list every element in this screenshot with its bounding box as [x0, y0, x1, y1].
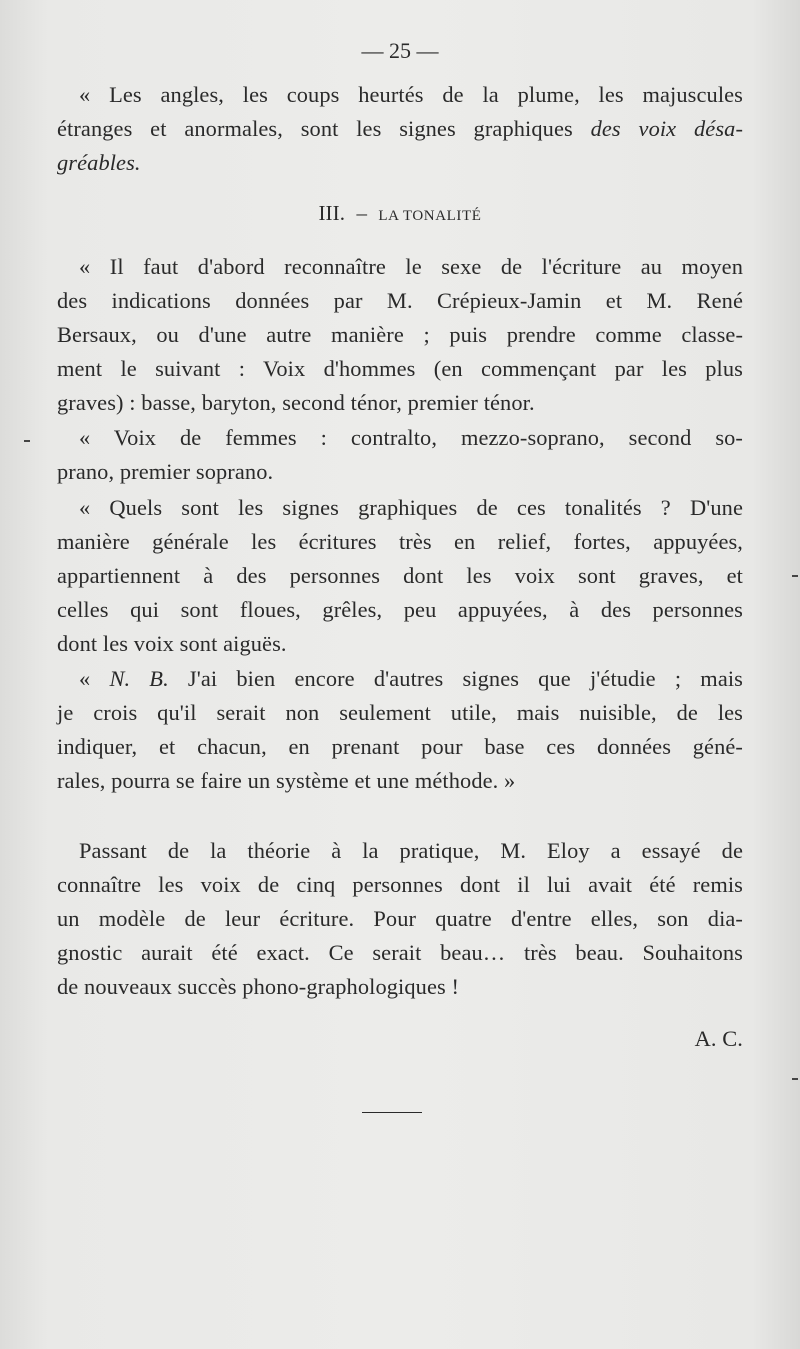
page-number: — 25 —: [361, 38, 439, 63]
section-heading: [57, 196, 743, 233]
text-line: de nouveaux succès phono-graphologiques !: [57, 974, 460, 999]
text-line: manière générale les écritures très en relief, fortes, appuyées,: [57, 529, 743, 554]
text-line: Bersaux, ou d'une autre manière ; puis prendre comme classe-: [57, 322, 743, 347]
text-line: gréables.: [57, 150, 141, 175]
paragraph-4: [57, 491, 743, 661]
text-run: J'ai bien encore d'autres signes que j'étudie ; mais: [168, 666, 743, 691]
text-line: [57, 662, 743, 696]
text-line: gnostic aurait été exact. Ce serait beau… très beau. Souhaitons: [57, 940, 743, 965]
text-line: connaître les voix de cinq personnes dont il lui avait été remis: [57, 872, 743, 897]
text-line: « Les angles, les coups heurtés de la plume, les majuscules: [79, 82, 743, 107]
text-line: « Voix de femmes : contralto, mezzo-soprano, second so-: [79, 425, 743, 450]
text-line: je crois qu'il serait non seulement utile, mais nuisible, de les: [57, 700, 743, 725]
signature: A. C.: [694, 1026, 743, 1051]
text-line: un modèle de leur écriture. Pour quatre d'entre elles, son dia-: [57, 906, 743, 931]
text-line: graves) : basse, baryton, second ténor, premier ténor.: [57, 390, 535, 415]
paragraph-1: [57, 78, 743, 180]
text-run: étranges et anormales, sont les signes graphiques: [57, 116, 591, 141]
text-line: Passant de la théorie à la pratique, M. Eloy a essayé de: [79, 838, 743, 863]
margin-mark: [24, 440, 30, 442]
italic-run: des voix désa-: [590, 116, 744, 141]
text-line: rales, pourra se faire un système et une méthode. »: [57, 768, 516, 793]
text-line: « Quels sont les signes graphiques de ces tonalités ? D'une: [79, 495, 743, 520]
text-line: indiquer, et chacun, en prenant pour base ces données géné-: [57, 734, 743, 759]
margin-mark: [792, 575, 798, 577]
paragraph-6: [57, 834, 743, 1004]
text-line: « Il faut d'abord reconnaître le sexe de l'écriture au moyen: [79, 254, 743, 279]
heading-number: III.: [318, 201, 346, 225]
closing-rule: [362, 1112, 422, 1113]
text-line: des indications données par M. Crépieux-Jamin et M. René: [57, 288, 743, 313]
heading-dash: –: [356, 201, 368, 225]
text-line: ment le suivant : Voix d'hommes (en commençant par les plus: [57, 356, 743, 381]
text-line: celles qui sont floues, grêles, peu appuyées, à des personnes: [57, 597, 743, 622]
text-line: [57, 112, 743, 146]
text-line: appartiennent à des personnes dont les voix sont graves, et: [57, 563, 743, 588]
heading-title: LA TONALITÉ: [378, 208, 482, 224]
paragraph-2: [57, 250, 743, 420]
paragraph-3: [57, 421, 743, 489]
paragraph-5: [57, 662, 743, 798]
text-line: dont les voix sont aiguës.: [57, 631, 287, 656]
margin-mark: [792, 1078, 798, 1080]
italic-run: N. B.: [109, 666, 169, 691]
text-line: prano, premier soprano.: [57, 459, 274, 484]
text-run: «: [79, 666, 110, 691]
